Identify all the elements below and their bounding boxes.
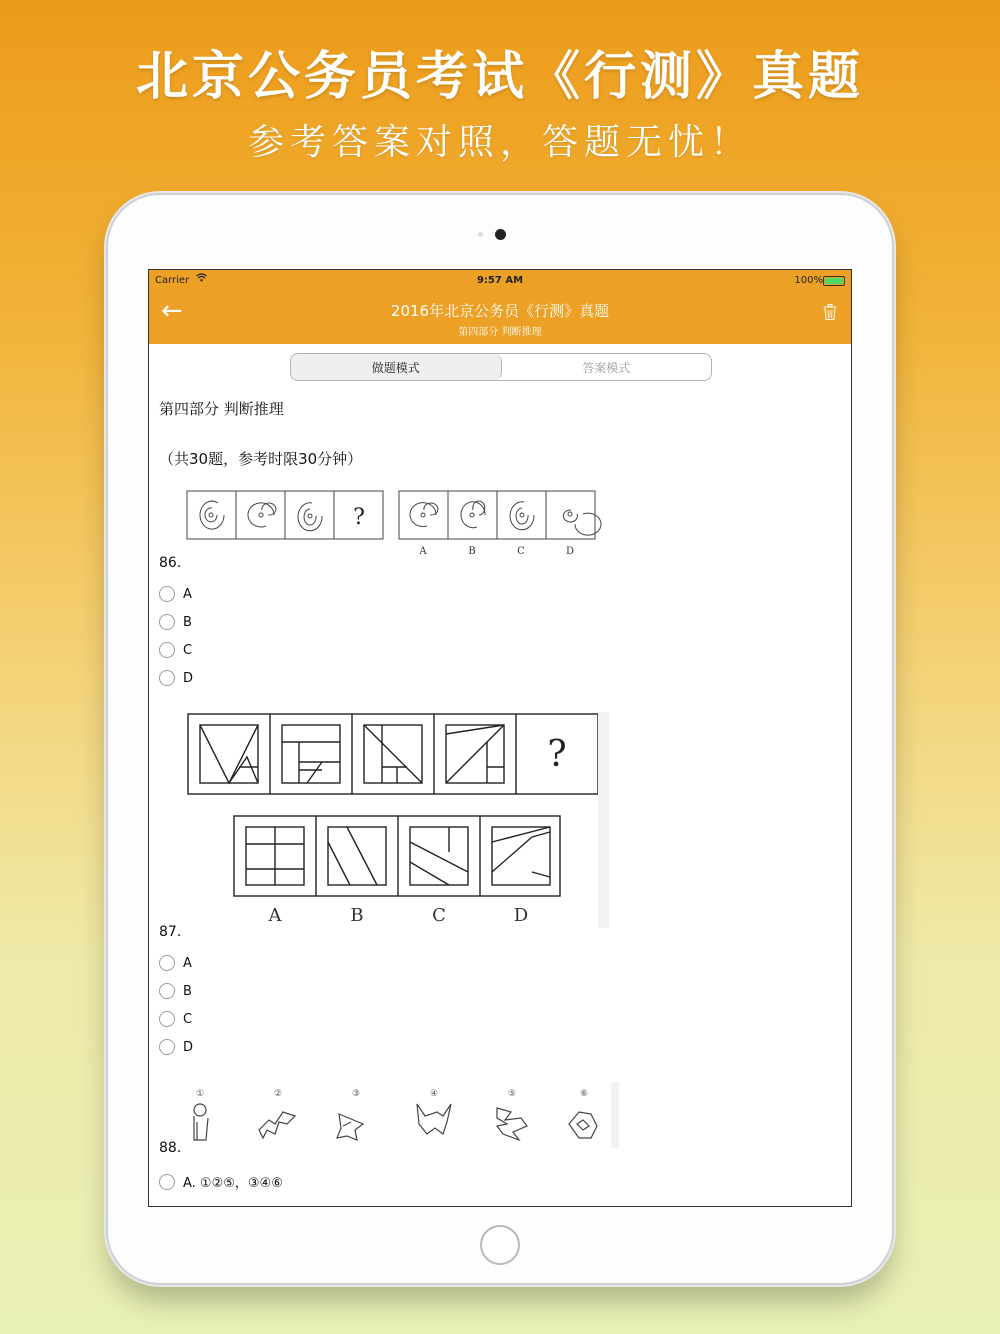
mode-segmented-control	[290, 353, 712, 381]
nav-subtitle: 第四部分 判断推理	[458, 327, 542, 338]
radio-icon[interactable]	[159, 670, 175, 686]
battery-percent: 100%	[794, 275, 823, 286]
q87-figure	[187, 712, 609, 930]
q88-figure-label: ①	[195, 1089, 205, 1099]
q86-question-mark: ?	[353, 505, 365, 530]
section-note: （共30题，参考时限30分钟）	[159, 450, 363, 468]
q86-figure	[186, 490, 626, 562]
promo-headline: 北京公务员考试《行测》真题	[135, 47, 864, 107]
q88-figure	[187, 1082, 619, 1150]
q87-choice-label: C	[432, 905, 446, 926]
promo-subline: 参考答案对照，答题无忧！	[247, 122, 752, 163]
q87-question-mark: ?	[547, 734, 567, 775]
q86-option[interactable]: B	[159, 614, 192, 630]
q87-choice-label: D	[513, 905, 529, 926]
question-number: 87.	[159, 924, 182, 940]
q87-option[interactable]: A	[159, 955, 192, 971]
front-camera	[495, 229, 506, 240]
trash-icon[interactable]	[823, 304, 837, 320]
q88-figure-label: ⑥	[579, 1089, 589, 1099]
ipad-frame	[108, 195, 892, 1283]
radio-icon[interactable]	[159, 955, 175, 971]
radio-icon[interactable]	[159, 1174, 175, 1190]
home-button[interactable]	[480, 1225, 520, 1265]
q88-figure-label: ②	[273, 1089, 283, 1099]
status-bar	[149, 270, 851, 290]
status-time: 9:57 AM	[476, 275, 524, 286]
q87-option[interactable]: B	[159, 983, 192, 999]
q86-option[interactable]: C	[159, 642, 192, 658]
radio-icon[interactable]	[159, 983, 175, 999]
q87-choice-label: B	[350, 905, 364, 926]
q86-choice-label: D	[565, 546, 575, 557]
q86-choice-label: C	[517, 546, 525, 557]
radio-icon[interactable]	[159, 1039, 175, 1055]
q86-choice-label: B	[468, 546, 476, 557]
radio-icon[interactable]	[159, 586, 175, 602]
mode-answer-tab[interactable]: 答案模式	[582, 360, 631, 375]
q86-option[interactable]: D	[159, 670, 193, 686]
back-arrow-icon[interactable]: ←	[161, 296, 183, 326]
carrier-label: Carrier	[155, 275, 190, 286]
q87-option[interactable]: D	[159, 1039, 193, 1055]
q88-figure-label: ⑤	[507, 1089, 517, 1099]
mode-practice-tab[interactable]: 做题模式	[291, 354, 502, 380]
q86-choice-label: A	[419, 546, 427, 557]
battery-icon	[823, 276, 845, 286]
q88-figure-label: ③	[351, 1089, 361, 1099]
front-sensor	[478, 232, 483, 237]
q86-option[interactable]: A	[159, 586, 192, 602]
radio-icon[interactable]	[159, 642, 175, 658]
radio-icon[interactable]	[159, 1011, 175, 1027]
radio-icon[interactable]	[159, 614, 175, 630]
q87-choice-label: A	[268, 905, 282, 926]
nav-title: 2016年北京公务员《行测》真题	[390, 302, 610, 320]
q88-figure-label: ④	[429, 1089, 439, 1099]
question-number: 86.	[159, 555, 182, 571]
question-number: 88.	[159, 1140, 182, 1156]
q88-option[interactable]: A. ①②⑤，③④⑥	[159, 1172, 283, 1191]
top-bar	[149, 270, 851, 344]
section-heading: 第四部分 判断推理	[159, 400, 284, 418]
q87-option[interactable]: C	[159, 1011, 192, 1027]
app-screen	[148, 269, 852, 1207]
